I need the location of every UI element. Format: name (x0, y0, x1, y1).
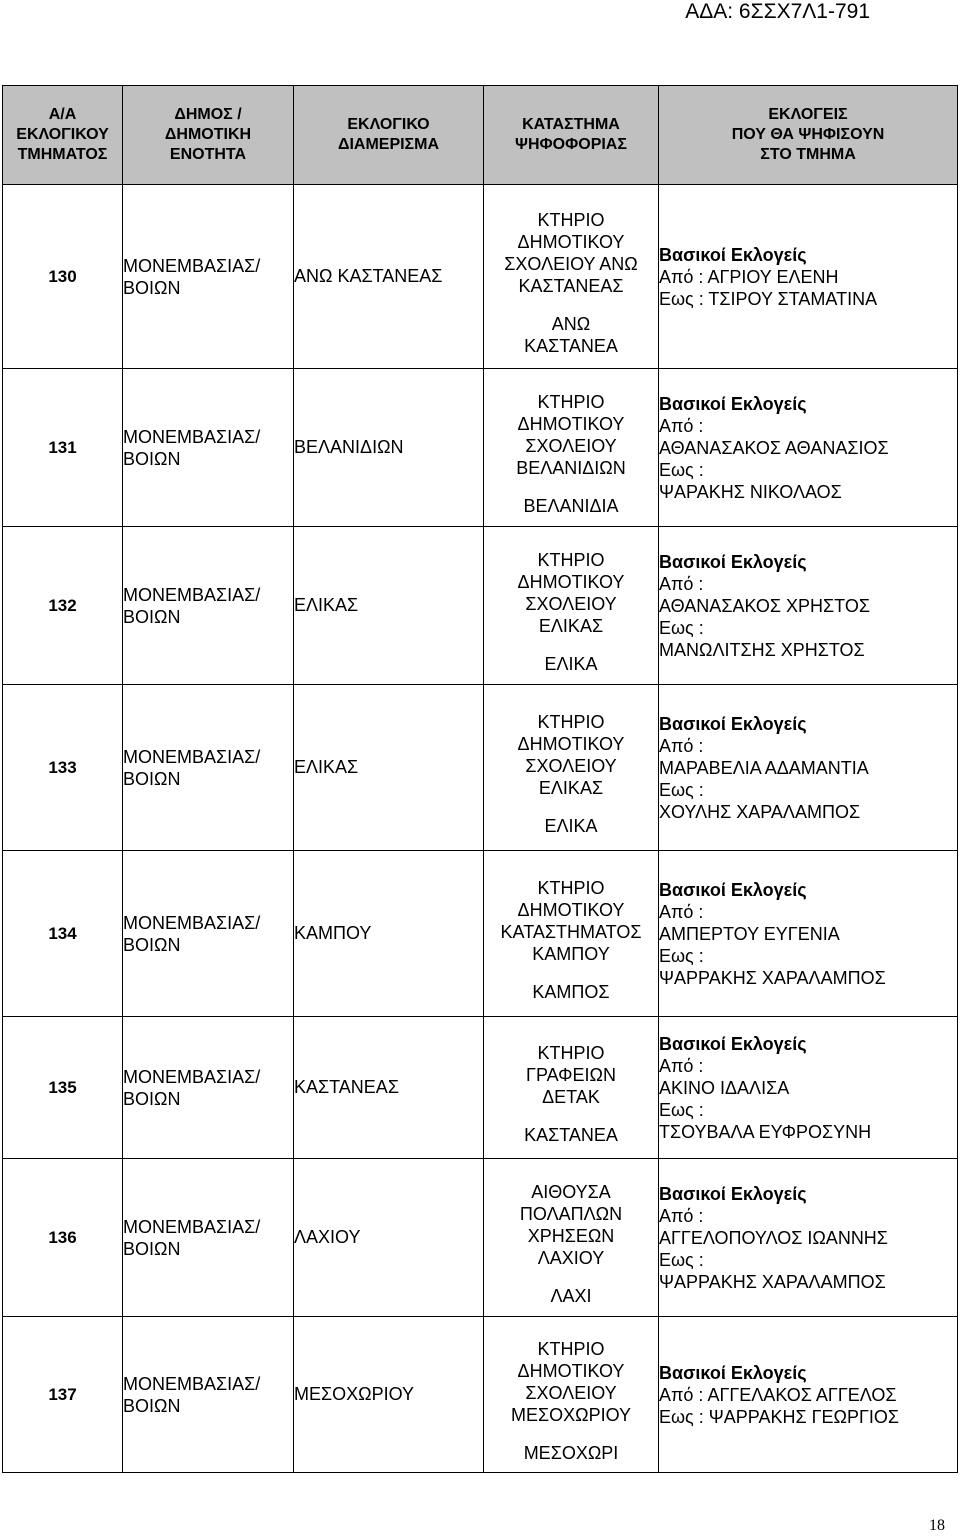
voters-line: Από : ΑΓΡΙΟΥ ΕΛΕΝΗ (659, 266, 839, 287)
polling-station-line: ΚΤΗΡΙΟ (537, 711, 605, 732)
polling-station-line: ΚΤΗΡΙΟ (537, 209, 605, 230)
municipality (123, 685, 294, 851)
polling-station-block (484, 1169, 658, 1307)
polling-station-line: ΛΑΧΙΟΥ (537, 1247, 605, 1268)
district: ΛΑΧΙΟΥ (294, 1159, 484, 1317)
voters-range (659, 1159, 958, 1317)
voters-range (659, 185, 958, 369)
section-number: 130 (3, 185, 123, 369)
polling-station-line: ΜΕΣΟΧΩΡΙΟΥ (510, 1404, 632, 1425)
polling-station-line: ΣΧΟΛΕΙΟΥ (525, 1382, 617, 1403)
voters-title: Βασικοί Εκλογείς (659, 713, 807, 734)
voters-line: ΑΘΑΝΑΣΑΚΟΣ ΑΘΑΝΑΣΙΟΣ (659, 437, 889, 458)
district: ΕΛΙΚΑΣ (294, 527, 484, 685)
polling-station (484, 1017, 659, 1159)
polling-station-location (484, 981, 658, 1003)
municipality (123, 851, 294, 1017)
section-number: 136 (3, 1159, 123, 1317)
document-code: ΑΔΑ: 6ΣΣΧ7Λ1-791 (685, 0, 870, 23)
polling-station-line: ΚΤΗΡΙΟ (537, 1338, 605, 1359)
location-line: ΜΕΣΟΧΩΡΙ (523, 1442, 619, 1463)
municipality-line: ΒΟΙΩΝ (123, 768, 181, 789)
municipality (123, 1017, 294, 1159)
polling-station-line: ΑΙΘΟΥΣΑ (531, 1181, 611, 1202)
section-number: 134 (3, 851, 123, 1017)
polling-station-line: ΚΤΗΡΙΟ (537, 1042, 605, 1063)
municipality-line: ΒΟΙΩΝ (123, 934, 181, 955)
municipality-line: ΒΟΙΩΝ (123, 606, 181, 627)
voters-title: Βασικοί Εκλογείς (659, 1183, 807, 1204)
location-line: ΑΝΩ (551, 313, 591, 334)
polling-station-line: ΚΤΗΡΙΟ (537, 391, 605, 412)
table-row (3, 685, 958, 851)
section-number: 133 (3, 685, 123, 851)
voters-line: Από : (659, 1055, 704, 1076)
location-line: ΚΑΣΤΑΝΕΑ (524, 1124, 618, 1145)
location-line: ΚΑΣΤΑΝΕΑ (524, 335, 618, 356)
polling-station-location (484, 653, 658, 675)
polling-station-block (484, 537, 658, 675)
municipality-line: ΜΟΝΕΜΒΑΣΙΑΣ/ (123, 1373, 261, 1394)
table-row (3, 527, 958, 685)
polling-station-location (484, 1124, 658, 1146)
voters-line: Από : (659, 1205, 704, 1226)
page-number: 18 (929, 1517, 945, 1534)
table-row (3, 369, 958, 527)
voters-line: ΑΜΠΕΡΤΟΥ ΕΥΓΕΝΙΑ (659, 923, 840, 944)
polling-station (484, 185, 659, 369)
polling-station-location (484, 313, 658, 357)
voters-range (659, 1317, 958, 1473)
municipality (123, 185, 294, 369)
polling-station-line: ΔΗΜΟΤΙΚΟΥ (517, 413, 625, 434)
location-line: ΛΑΧΙ (550, 1285, 592, 1306)
column-header-municipality: ΔΗΜΟΣ / ΔΗΜΟΤΙΚΗ ΕΝΟΤΗΤΑ (123, 86, 294, 185)
polling-station (484, 685, 659, 851)
district: ΚΑΣΤΑΝΕΑΣ (294, 1017, 484, 1159)
section-number: 132 (3, 527, 123, 685)
polling-station-line: ΔΗΜΟΤΙΚΟΥ (517, 899, 625, 920)
section-number: 131 (3, 369, 123, 527)
municipality (123, 1317, 294, 1473)
voters-line: Εως : (659, 1249, 704, 1270)
polling-station-line: ΔΕΤΑΚ (542, 1086, 600, 1107)
polling-station-line: ΒΕΛΑΝΙΔΙΩΝ (516, 457, 626, 478)
polling-station-line: ΔΗΜΟΤΙΚΟΥ (517, 733, 625, 754)
polling-station-line: ΧΡΗΣΕΩΝ (527, 1225, 615, 1246)
polling-stations-table (2, 85, 958, 1473)
municipality-line: ΒΟΙΩΝ (123, 1088, 181, 1109)
polling-station (484, 1317, 659, 1473)
municipality-line: ΜΟΝΕΜΒΑΣΙΑΣ/ (123, 426, 261, 447)
municipality-line: ΜΟΝΕΜΒΑΣΙΑΣ/ (123, 255, 261, 276)
section-number: 137 (3, 1317, 123, 1473)
voters-line: ΧΟΥΛΗΣ ΧΑΡΑΛΑΜΠΟΣ (659, 801, 861, 822)
district: ΑΝΩ ΚΑΣΤΑΝΕΑΣ (294, 185, 484, 369)
location-line: ΒΕΛΑΝΙΔΙΑ (523, 495, 619, 516)
polling-station-line: ΔΗΜΟΤΙΚΟΥ (517, 571, 625, 592)
municipality-line: ΒΟΙΩΝ (123, 1395, 181, 1416)
district: ΜΕΣΟΧΩΡΙΟΥ (294, 1317, 484, 1473)
municipality-line: ΜΟΝΕΜΒΑΣΙΑΣ/ (123, 1066, 261, 1087)
polling-station-location (484, 1442, 658, 1464)
polling-station-line: ΕΛΙΚΑΣ (538, 777, 604, 798)
voters-line: Εως : (659, 779, 704, 800)
polling-station-line: ΚΑΤΑΣΤΗΜΑΤΟΣ (500, 921, 642, 942)
voters-line: ΜΑΡΑΒΕΛΙΑ ΑΔΑΜΑΝΤΙΑ (659, 757, 869, 778)
polling-station-line: ΚΤΗΡΙΟ (537, 877, 605, 898)
polling-station-block (484, 865, 658, 1003)
voters-line: ΑΓΓΕΛΟΠΟΥΛΟΣ ΙΩΑΝΝΗΣ (659, 1227, 888, 1248)
voters-title: Βασικοί Εκλογείς (659, 244, 807, 265)
polling-station-block (484, 1326, 658, 1464)
municipality-line: ΒΟΙΩΝ (123, 1238, 181, 1259)
polling-station (484, 1159, 659, 1317)
voters-title: Βασικοί Εκλογείς (659, 1033, 807, 1054)
column-header-voters: ΕΚΛΟΓΕΙΣ ΠΟΥ ΘΑ ΨΗΦΙΣΟΥΝ ΣΤΟ ΤΜΗΜΑ (659, 86, 958, 185)
polling-station-block (484, 379, 658, 517)
table-row (3, 1317, 958, 1473)
location-line: ΕΛΙΚΑ (544, 815, 598, 836)
voters-range (659, 1017, 958, 1159)
district: ΚΑΜΠΟΥ (294, 851, 484, 1017)
voters-line: Από : ΑΓΓΕΛΑΚΟΣ ΑΓΓΕΛΟΣ (659, 1384, 897, 1405)
voters-line: ΤΣΟΥΒΑΛΑ ΕΥΦΡΟΣΥΝΗ (659, 1121, 872, 1142)
polling-station-line: ΔΗΜΟΤΙΚΟΥ (517, 231, 625, 252)
voters-line: Από : (659, 735, 704, 756)
voters-title: Βασικοί Εκλογείς (659, 1362, 807, 1383)
voters-line: ΨΑΡΑΚΗΣ ΝΙΚΟΛΑΟΣ (659, 481, 842, 502)
table-row (3, 1017, 958, 1159)
table-row (3, 1159, 958, 1317)
polling-station-block (484, 197, 658, 357)
municipality-line: ΜΟΝΕΜΒΑΣΙΑΣ/ (123, 1216, 261, 1237)
voters-line: Εως : (659, 617, 704, 638)
polling-station-line: ΚΑΣΤΑΝΕΑΣ (518, 275, 624, 296)
voters-line: ΜΑΝΩΛΙΤΣΗΣ ΧΡΗΣΤΟΣ (659, 639, 865, 660)
polling-station-location (484, 815, 658, 837)
column-header-section-number: Α/Α ΕΚΛΟΓΙΚΟΥ ΤΜΗΜΑΤΟΣ (3, 86, 123, 185)
municipality-line: ΜΟΝΕΜΒΑΣΙΑΣ/ (123, 746, 261, 767)
section-number: 135 (3, 1017, 123, 1159)
voters-range (659, 685, 958, 851)
polling-station (484, 527, 659, 685)
voters-line: Εως : ΨΑΡΡΑΚΗΣ ΓΕΩΡΓΙΟΣ (659, 1406, 900, 1427)
location-line: ΕΛΙΚΑ (544, 653, 598, 674)
voters-title: Βασικοί Εκλογείς (659, 551, 807, 572)
voters-line: ΑΚΙΝΟ ΙΔΑΛΙΣΑ (659, 1077, 790, 1098)
column-header-polling-station: ΚΑΤΑΣΤΗΜΑ ΨΗΦΟΦΟΡΙΑΣ (484, 86, 659, 185)
polling-station (484, 851, 659, 1017)
voters-line: Εως : ΤΣΙΡΟΥ ΣΤΑΜΑΤΙΝΑ (659, 288, 878, 309)
voters-title: Βασικοί Εκλογείς (659, 879, 807, 900)
polling-station-line: ΣΧΟΛΕΙΟΥ (525, 435, 617, 456)
voters-line: ΨΑΡΡΑΚΗΣ ΧΑΡΑΛΑΜΠΟΣ (659, 967, 886, 988)
polling-station-line: ΣΧΟΛΕΙΟΥ ΑΝΩ (504, 253, 638, 274)
polling-station-line: ΚΑΜΠΟΥ (532, 943, 610, 964)
polling-station-line: ΓΡΑΦΕΙΩΝ (526, 1064, 616, 1085)
table-header-row (3, 86, 958, 185)
municipality (123, 1159, 294, 1317)
polling-station-line: ΣΧΟΛΕΙΟΥ (525, 755, 617, 776)
voters-range (659, 527, 958, 685)
voters-line: ΑΘΑΝΑΣΑΚΟΣ ΧΡΗΣΤΟΣ (659, 595, 870, 616)
polling-station-line: ΕΛΙΚΑΣ (538, 615, 604, 636)
voters-line: Εως : (659, 945, 704, 966)
polling-station-line: ΠΟΛΑΠΛΩΝ (519, 1203, 623, 1224)
polling-station-location (484, 495, 658, 517)
municipality-line: ΜΟΝΕΜΒΑΣΙΑΣ/ (123, 584, 261, 605)
polling-station-line: ΚΤΗΡΙΟ (537, 549, 605, 570)
municipality-line: ΒΟΙΩΝ (123, 448, 181, 469)
voters-range (659, 369, 958, 527)
polling-station-location (484, 1285, 658, 1307)
district: ΕΛΙΚΑΣ (294, 685, 484, 851)
polling-station-block (484, 699, 658, 837)
voters-title: Βασικοί Εκλογείς (659, 393, 807, 414)
district: ΒΕΛΑΝΙΔΙΩΝ (294, 369, 484, 527)
polling-station-line: ΔΗΜΟΤΙΚΟΥ (517, 1360, 625, 1381)
municipality-line: ΒΟΙΩΝ (123, 277, 181, 298)
voters-line: ΨΑΡΡΑΚΗΣ ΧΑΡΑΛΑΜΠΟΣ (659, 1271, 886, 1292)
voters-line: Από : (659, 901, 704, 922)
column-header-district: ΕΚΛΟΓΙΚΟ ΔΙΑΜΕΡΙΣΜΑ (294, 86, 484, 185)
polling-station-block (484, 1030, 658, 1146)
polling-station-line: ΣΧΟΛΕΙΟΥ (525, 593, 617, 614)
voters-range (659, 851, 958, 1017)
location-line: ΚΑΜΠΟΣ (532, 981, 610, 1002)
voters-line: Από : (659, 415, 704, 436)
municipality (123, 369, 294, 527)
municipality (123, 527, 294, 685)
voters-line: Από : (659, 573, 704, 594)
table-row (3, 851, 958, 1017)
table-row (3, 185, 958, 369)
voters-line: Εως : (659, 459, 704, 480)
municipality-line: ΜΟΝΕΜΒΑΣΙΑΣ/ (123, 912, 261, 933)
voters-line: Εως : (659, 1099, 704, 1120)
polling-station (484, 369, 659, 527)
